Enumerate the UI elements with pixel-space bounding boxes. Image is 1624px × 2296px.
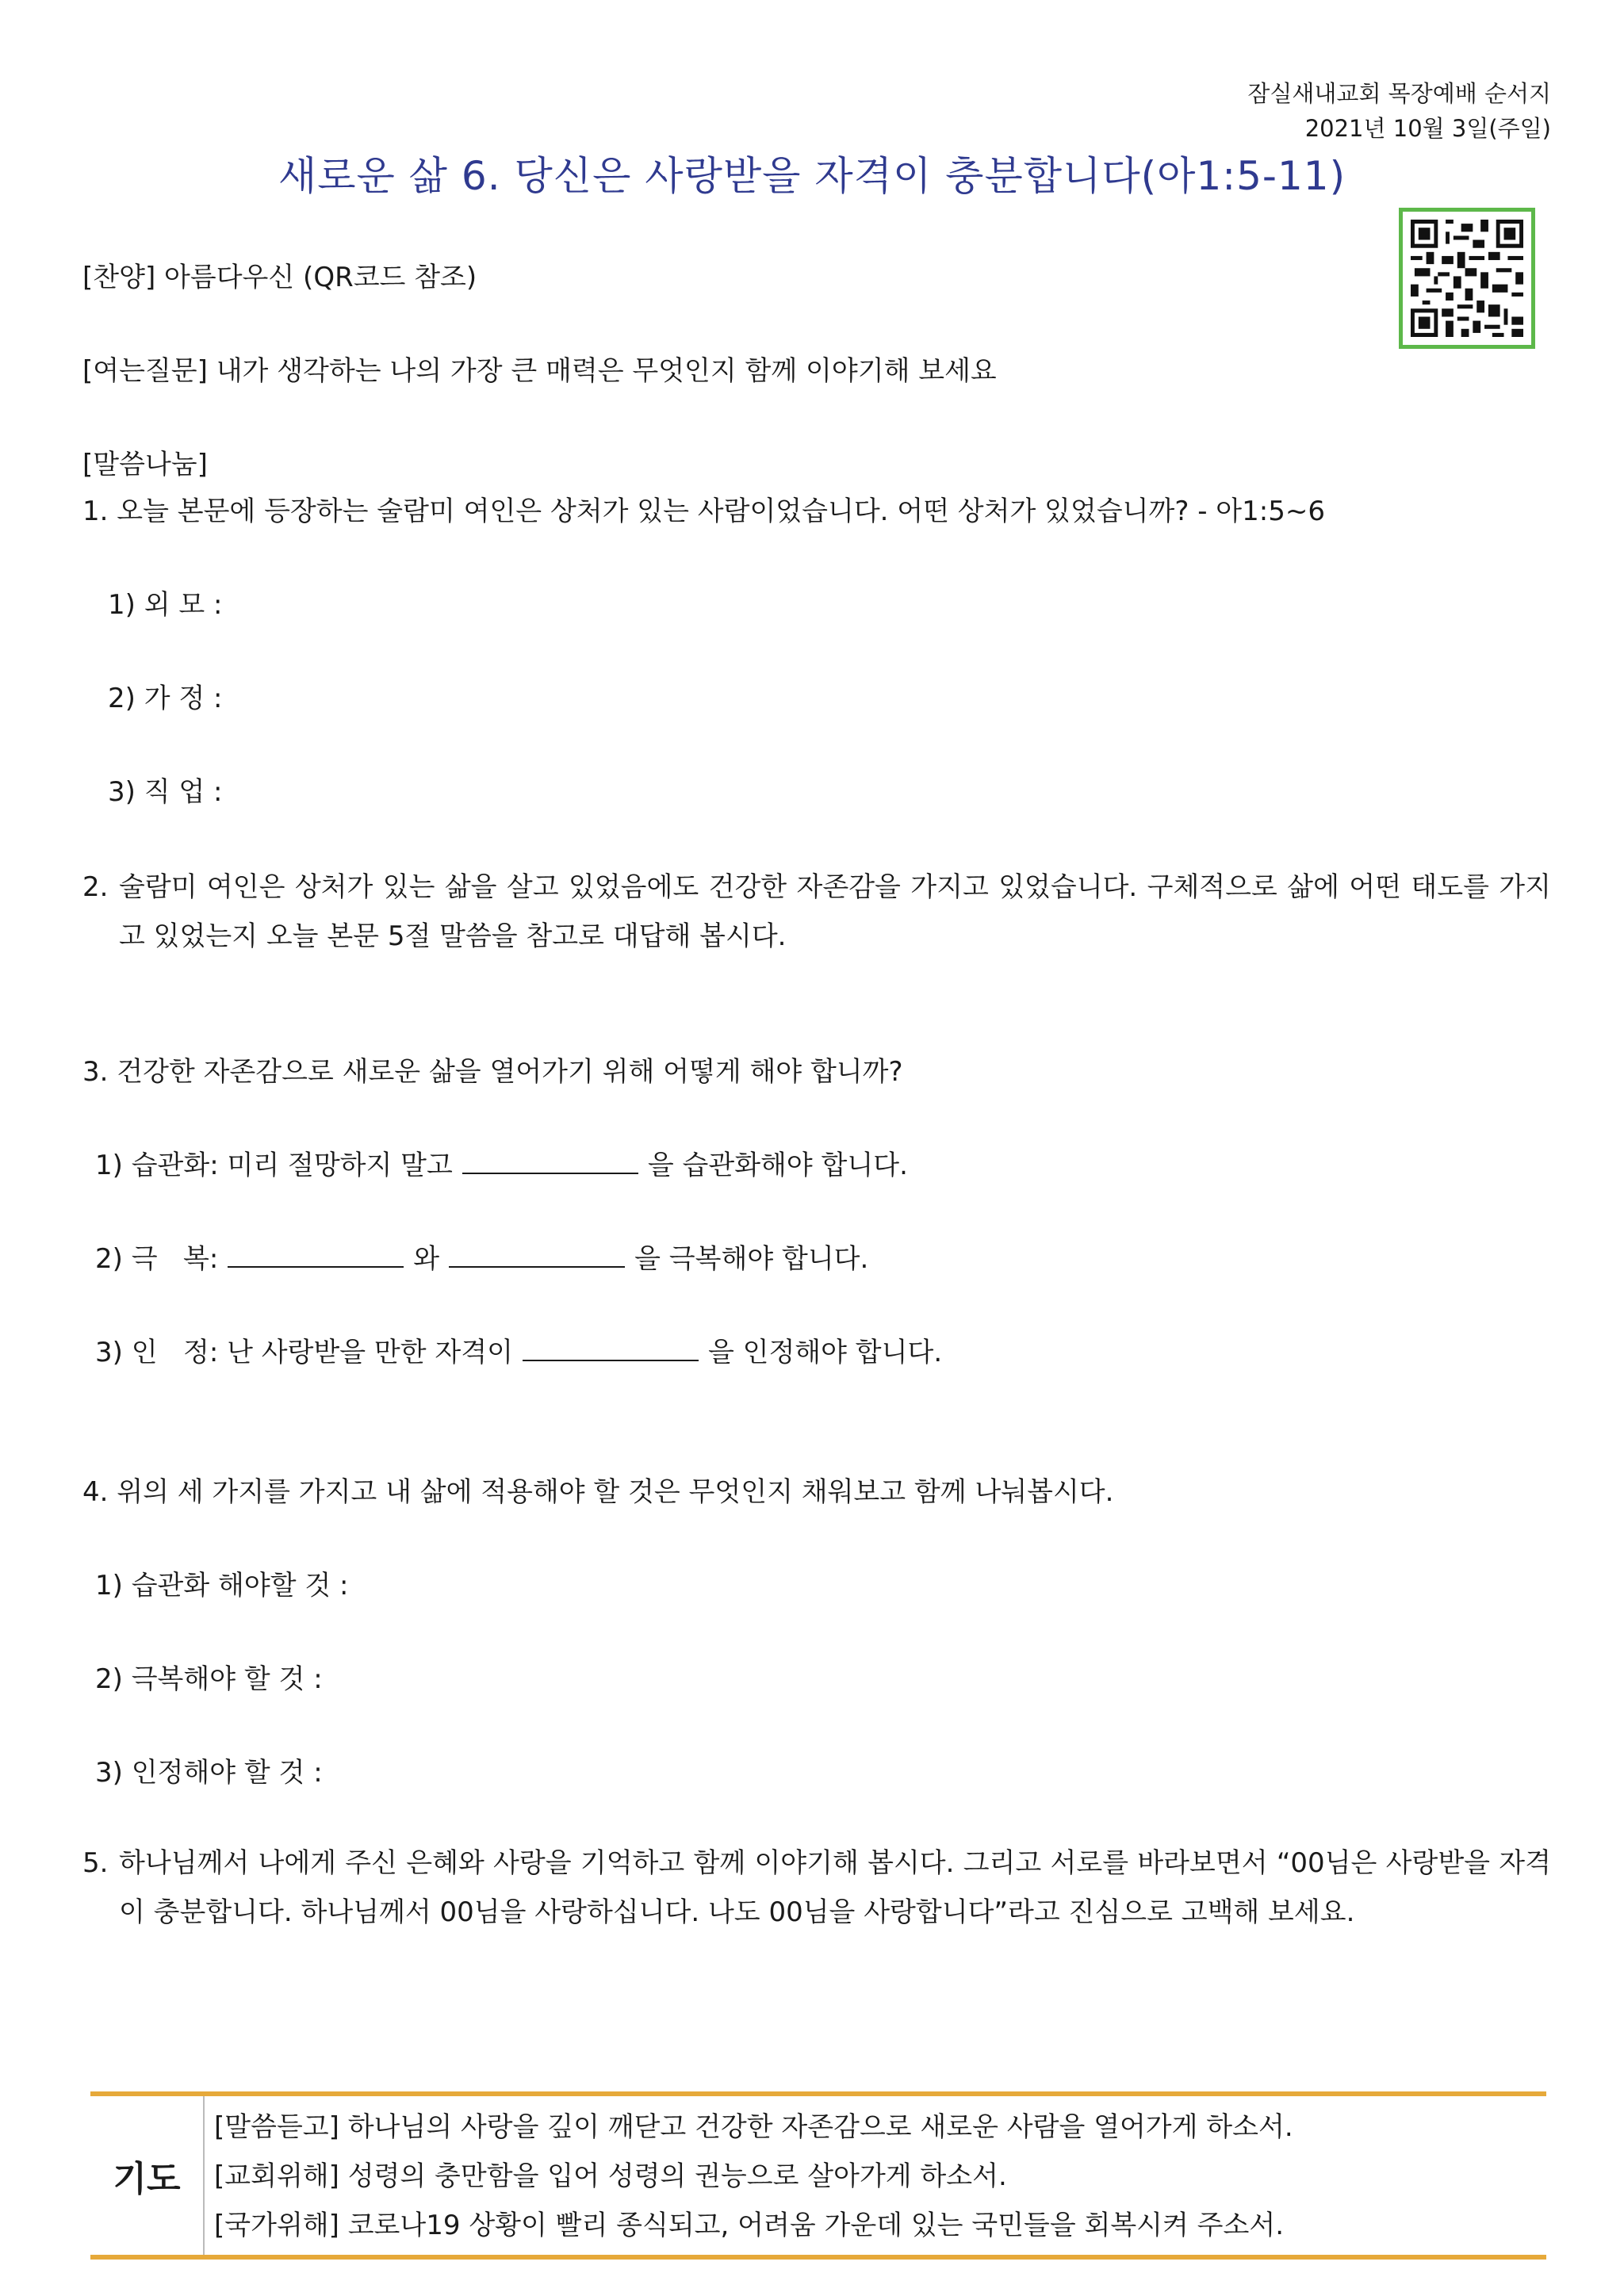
q4-item-accept: 3) 인정해야 할 것 : <box>95 1757 323 1789</box>
q3-item-habit-pre: 1) 습관화: 미리 절망하지 말고 <box>95 1150 453 1181</box>
question-4: 4. 위의 세 가지를 가지고 내 삶에 적용해야 할 것은 무엇인지 채워보고 함께 나눠봅시다. <box>82 1476 1114 1508</box>
question-5-number: 5. <box>82 1847 109 1879</box>
q3-item-overcome-pre: 2) 극 복: <box>95 1243 219 1275</box>
page-title: 새로운 삶 6. 당신은 사랑받을 자격이 충분합니다(아1:5-11) <box>278 153 1346 199</box>
question-1: 1. 오늘 본문에 등장하는 술람미 여인은 상처가 있는 사람이었습니다. 어떤 상처가 있었습니까? - 아1:5~6 <box>82 496 1325 527</box>
q1-item-job: 3) 직 업 : <box>108 776 223 808</box>
qr-code-icon <box>1411 220 1523 337</box>
q3-item-accept-pre: 3) 인 정: 난 사랑받을 만한 자격이 <box>95 1337 513 1368</box>
question-3: 3. 건강한 자존감으로 새로운 삶을 열어가기 위해 어떻게 해야 합니까? <box>82 1056 903 1088</box>
question-2 <box>82 863 1551 961</box>
q3-item-habit <box>95 1146 908 1185</box>
prayer-box <box>90 2091 1546 2260</box>
qr-code[interactable] <box>1399 208 1535 349</box>
sharing-heading: [말씀나눔] <box>82 449 208 480</box>
answer-blank[interactable] <box>462 1152 638 1174</box>
q3-item-accept <box>95 1333 942 1372</box>
q3-item-accept-post: 을 인정해야 합니다. <box>707 1337 943 1368</box>
question-5 <box>82 1839 1551 1937</box>
service-date: 2021년 10월 3일(주일) <box>1304 115 1551 142</box>
question-2-number: 2. <box>82 871 109 903</box>
question-5-text: 하나님께서 나에게 주신 은혜와 사랑을 기억하고 함께 이야기해 봅시다. 그리고 서로를 바라보면서 “00님은 사랑받을 자격이 충분합니다. 하나님께서 00님을 사랑하십니다. 나도 00님을 사랑합니다”라고 진심으로 고백해 보세요. <box>119 1847 1551 1928</box>
q4-item-habit: 1) 습관화 해야할 것 : <box>95 1570 349 1601</box>
q4-item-overcome: 2) 극복해야 할 것 : <box>95 1663 323 1695</box>
q3-item-overcome-mid: 와 <box>413 1243 440 1275</box>
opening-question: [여는질문] 내가 생각하는 나의 가장 큰 매력은 무엇인지 함께 이야기해 보세요 <box>82 355 997 387</box>
q3-item-overcome-post: 을 극복해야 합니다. <box>634 1243 869 1275</box>
prayer-item-church: [교회위해] 성령의 충만함을 입어 성령의 권능으로 살아가게 하소서. <box>214 2160 1007 2192</box>
q1-item-appearance: 1) 외 모 : <box>108 589 223 621</box>
church-header: 잠실새내교회 목장예배 순서지 <box>1247 80 1551 107</box>
praise-line: [찬양] 아름다우신 (QR코드 참조) <box>82 262 477 293</box>
prayer-item-word: [말씀듣고] 하나님의 사랑을 깊이 깨닫고 건강한 자존감으로 새로운 사람을 열어가게 하소서. <box>214 2111 1293 2143</box>
q3-item-habit-post: 을 습관화해야 합니다. <box>647 1150 908 1181</box>
answer-blank[interactable] <box>228 1246 404 1268</box>
answer-blank[interactable] <box>523 1339 699 1361</box>
prayer-item-nation: [국가위해] 코로나19 상황이 빨리 종식되고, 어려움 가운데 있는 국민들을 회복시켜 주소서. <box>214 2210 1285 2241</box>
answer-blank[interactable] <box>449 1246 625 1268</box>
q1-item-family: 2) 가 정 : <box>108 683 223 714</box>
prayer-label: 기도 <box>90 2096 205 2255</box>
question-2-text: 술람미 여인은 상처가 있는 삶을 살고 있었음에도 건강한 자존감을 가지고 있었습니다. 구체적으로 삶에 어떤 태도를 가지고 있었는지 오늘 본문 5절 말씀을 참고로 대답해 봅시다. <box>119 871 1551 952</box>
q3-item-overcome <box>95 1239 868 1279</box>
